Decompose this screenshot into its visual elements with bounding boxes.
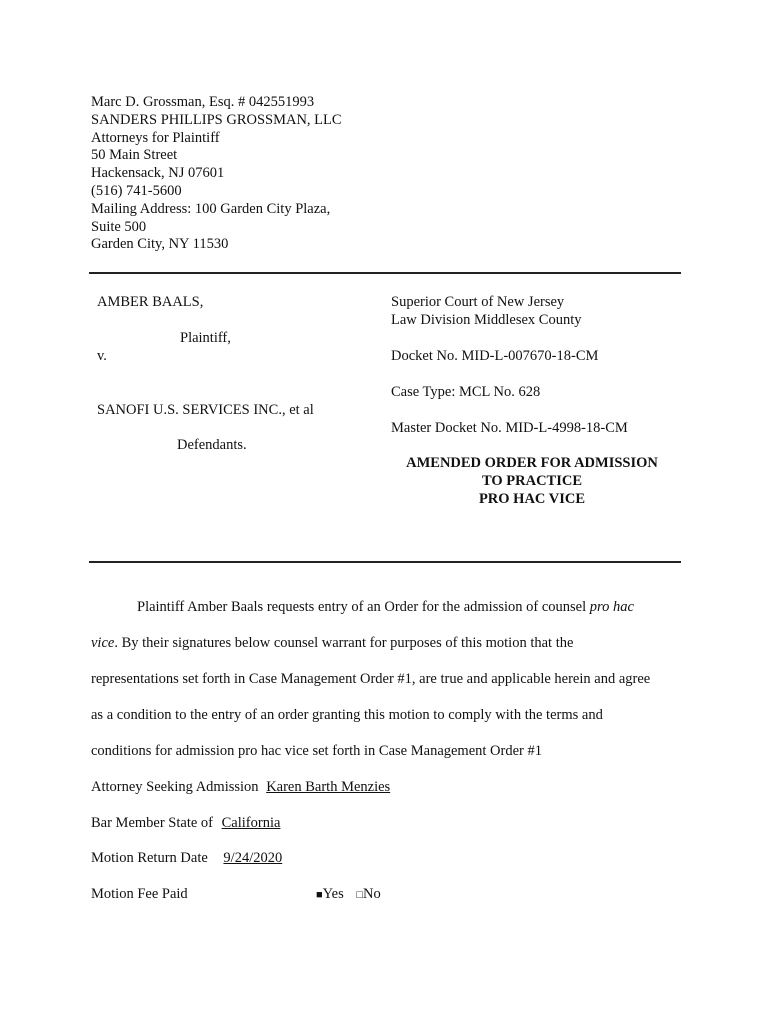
body-line: vice. By their signatures below counsel warrant for purposes of this motion that the [91,635,574,651]
unchecked-box-icon[interactable]: □ [356,889,364,901]
body-line: Plaintiff Amber Baals requests entry of an Order for the admission of counsel pro hac [137,599,634,615]
top-divider [89,272,681,274]
plaintiff-label: Plaintiff, [180,330,231,346]
defendant-name: SANOFI U.S. SERVICES INC., et al [97,402,314,418]
body-line: conditions for admission pro hac vice set forth in Case Management Order #1 [91,743,542,759]
title-line: TO PRACTICE [481,472,583,489]
attorney-value: Karen Barth Menzies [266,779,391,795]
header-line: Garden City, NY 11530 [91,236,229,253]
bottom-divider [89,561,681,563]
body-line: representations set forth in Case Management Order #1, are true and applicable herein and agree [91,671,651,687]
case-type: Case Type: MCL No. 628 [391,384,541,400]
return-date-label: Motion Return Date [91,850,208,866]
checked-box-icon[interactable]: ■ [316,889,323,901]
court-division: Law Division Middlesex County [391,312,582,328]
attorney-field [91,779,390,797]
header-line: Marc D. Grossman, Esq. # 042551993 [91,94,315,110]
docket-number: Docket No. MID-L-007670-18-CM [391,348,599,364]
return-date-field [91,850,282,868]
master-docket-number: Master Docket No. MID-L-4998-18-CM [391,420,628,436]
fee-yes-label: Yes [322,886,344,902]
header-line: Attorneys for Plaintiff [91,129,220,146]
header-line: Suite 500 [91,218,147,235]
court-name: Superior Court of New Jersey [391,294,565,310]
plaintiff-name: AMBER BAALS, [97,294,204,310]
return-date-value: 9/24/2020 [223,850,283,866]
fee-options [316,886,381,905]
defendant-label: Defendants. [177,437,247,453]
versus: v. [97,348,107,364]
attorney-header [91,94,342,254]
header-line: (516) 741-5600 [91,182,182,199]
bar-state-field [91,815,280,833]
fee-no-label: No [363,886,381,902]
header-line: SANDERS PHILLIPS GROSSMAN, LLC [91,111,342,128]
attorney-label: Attorney Seeking Admission [91,779,259,795]
fee-paid-label: Motion Fee Paid [91,886,188,902]
body-line: as a condition to the entry of an order granting this motion to comply with the terms and [91,707,603,723]
header-line: Mailing Address: 100 Garden City Plaza, [91,200,331,217]
bar-state-label: Bar Member State of [91,815,214,831]
title-line: PRO HAC VICE [478,490,586,507]
bar-state-value: California [221,815,281,831]
fee-paid-field [91,886,188,904]
header-line: Hackensack, NJ 07601 [91,165,225,182]
title-line: AMENDED ORDER FOR ADMISSION [406,455,658,471]
document-title [387,455,677,508]
header-line: 50 Main Street [91,147,178,164]
